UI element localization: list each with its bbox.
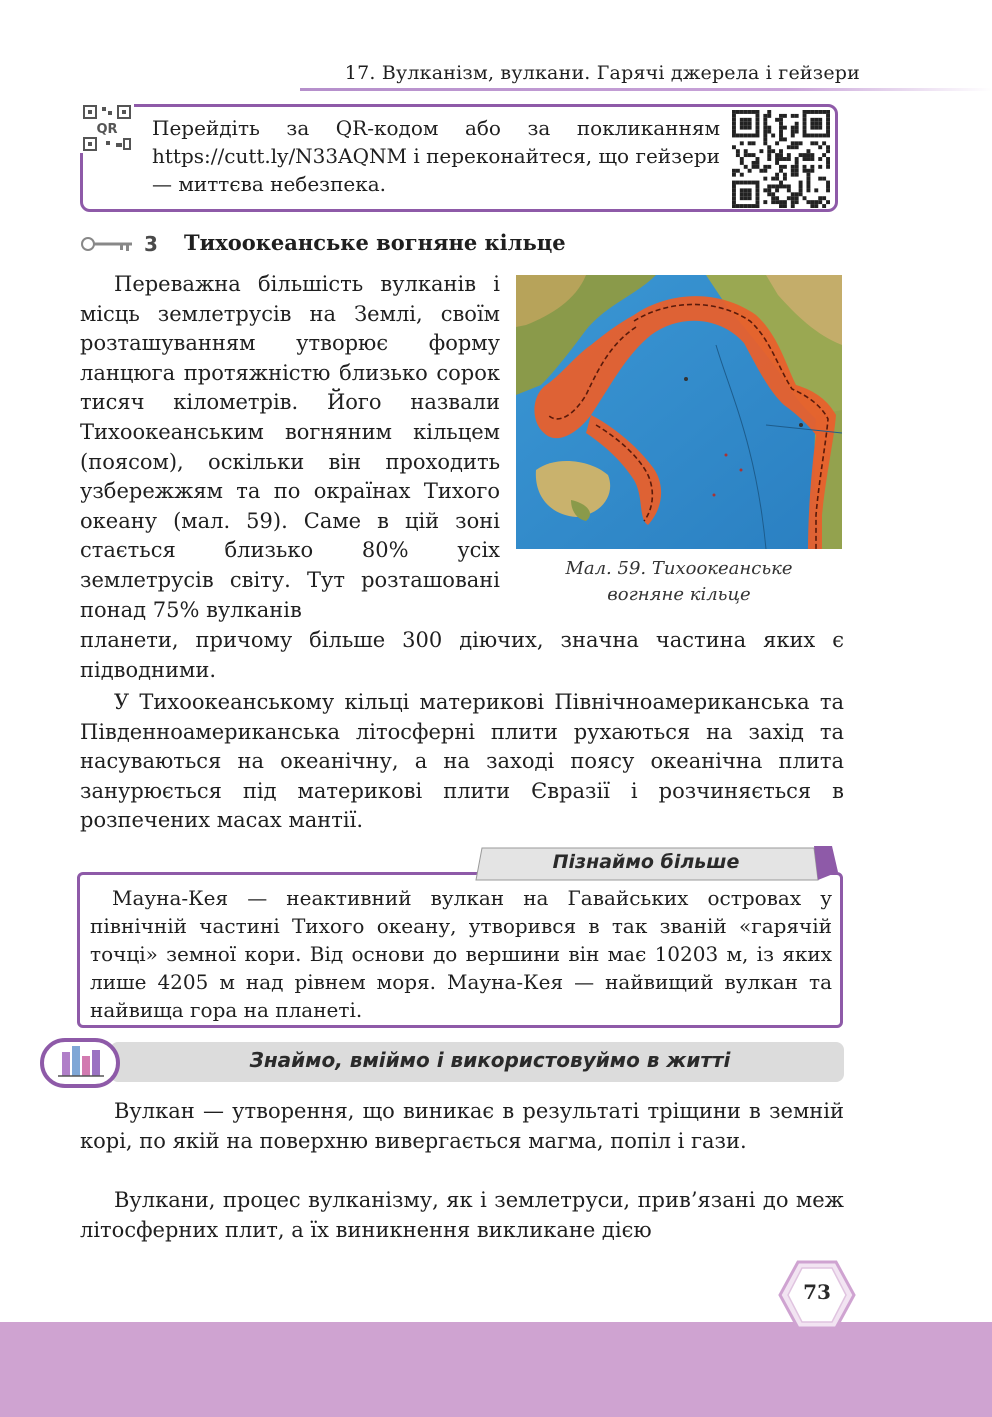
header-rule <box>300 88 992 91</box>
paragraph-volcanism: Вулкани, процес вулканізму, як і землетруси, прив’язані до меж літосферних плит, а їх виникнення викликане дією <box>80 1188 844 1242</box>
caption-line-1: Мал. 59. Тихоокеанське <box>565 558 793 579</box>
caption-line-2: вогняне кільце <box>607 584 751 605</box>
qr-code-image[interactable] <box>732 110 830 208</box>
qr-instruction-text: Перейдіть за QR-кодом або за покликанням https://cutt.ly/N33AQNM і переконайтеся, що гейзери — миттєва небезпека. <box>152 116 720 196</box>
chapter-title: 17. Вулканізм, вулкани. Гарячі джерела і гейзери <box>344 62 860 84</box>
running-header <box>0 62 992 92</box>
ring-of-fire-map <box>516 275 842 549</box>
qr-label-icon <box>80 103 134 153</box>
learn-more-tab <box>474 846 838 882</box>
paragraph-volcano-definition: Вулкан — утворення, що виникає в результаті тріщини в земній корі, по якій на поверхню вивергається магма, попіл і гази. <box>80 1099 844 1153</box>
page-number-badge <box>778 1258 856 1332</box>
key-icon <box>80 236 136 252</box>
know-use-bar <box>40 1038 844 1088</box>
know-use-label: Знаймо, вміймо і використовуймо в житті <box>249 1048 731 1072</box>
paragraph-plates: У Тихоокеанському кільці материкові Північноамериканська та Південноамериканська літосферні плити рухаються на захід та насуваються на океанічну, а на заході поясу океанічна плита занурюється під материкові плити Євразії і розчиняється в розпечених масах мантії. <box>80 690 844 833</box>
footer-band <box>0 1322 992 1417</box>
learn-more-label: Пізнаймо більше <box>552 851 740 873</box>
page-number: 73 <box>803 1280 831 1304</box>
section-heading <box>80 232 840 262</box>
section-number: 3 <box>144 232 158 256</box>
learn-more-text: Мауна-Кея — неактивний вулкан на Гавайських островах у північній частині Тихого океану, утворився в так званій «гарячій точці» земної кори. Від основи до вершини він має 10203 м, із яких лише 4205 м над рівнем моря. Мауна-Кея — найвищий вулкан та найвища гора на планеті. <box>90 886 832 1022</box>
figure-caption <box>516 556 842 608</box>
paragraph-ring-intro: Переважна більшість вулканів і місць землетрусів на Землі, своїм розташуванням утворює форму ланцюга протяжністю близько сорок тисяч кілометрів. Його назвали Тихоокеанським вогняним кільцем (поясом), оскільки він проходить узбережжям та по окраїнах Тихого океану (мал. 59). Саме в цій зоні стається близько 80% усіх землетрусів світу. Тут розташовані понад 75% вулканів <box>80 272 500 622</box>
qr-label-text: QR <box>96 122 118 137</box>
section-title: Тихоокеанське вогняне кільце <box>184 230 566 255</box>
paragraph-ring-continued: планети, причому більше 300 діючих, значна частина яких є підводними. <box>80 628 844 682</box>
